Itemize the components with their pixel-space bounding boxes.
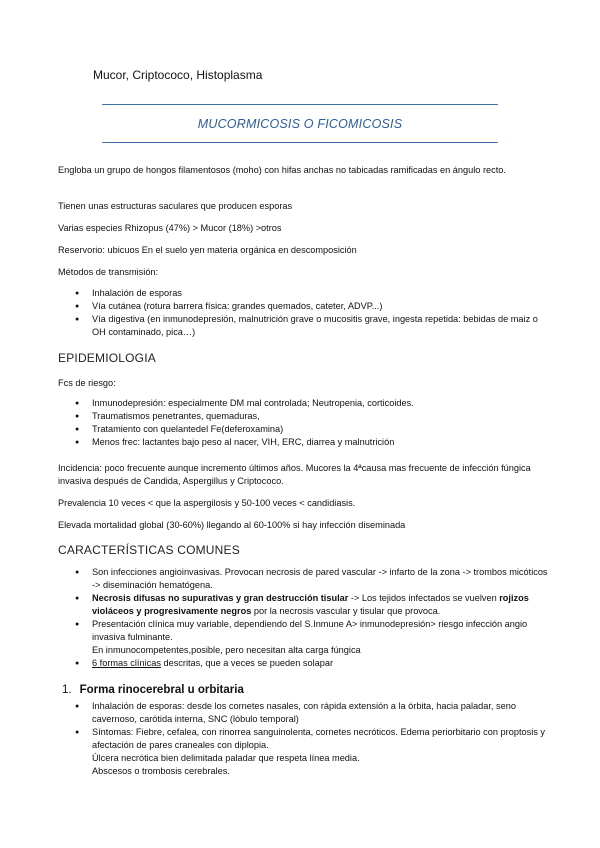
common-features-list bbox=[58, 566, 548, 670]
body-text: En inmunocompetentes,posible, pero necesitan alta carga fúngica bbox=[92, 645, 361, 655]
body-text: descritas, que a veces se pueden solapar bbox=[160, 658, 334, 668]
body-text: por la necrosis vascular y tisular que provoca. bbox=[251, 606, 441, 616]
title-rule-top bbox=[102, 104, 498, 105]
list-item: ● Menos frec: lactantes bajo peso al nacer, VIH, ERC, diarrea y malnutrición bbox=[58, 436, 548, 449]
list-item bbox=[58, 592, 548, 618]
list-item: ● Inhalación de esporas: desde los cornetes nasales, con rápida extensión a la órbita, hacia paladar, seno cavernoso, carótida interna, SNC (lóbulo temporal) bbox=[58, 700, 548, 726]
underlined-text: 6 formas clínicas bbox=[92, 658, 161, 668]
risk-factors-list bbox=[58, 397, 548, 449]
intro-paragraph-2: Tienen unas estructuras saculares que producen esporas bbox=[58, 201, 293, 211]
body-text: Presentación clínica muy variable, dependiendo del S.Inmune A> inmunodepresión> riesgo infección angio invasiva fulminante. bbox=[92, 619, 528, 642]
heading-number: 1. bbox=[62, 684, 72, 696]
body-text: Abscesos o trombosis cerebrales. bbox=[92, 766, 230, 776]
body-text: Síntomas: Fiebre, cefalea, con rinorrea sanguinolenta, cornetes necróticos. Edema periorbitario con proptosis y afectación de pares craneales con diplopia. bbox=[92, 727, 545, 750]
heading-text: Forma rinocerebral u orbitaria bbox=[79, 684, 244, 696]
intro-paragraph-3: Varias especies Rhizopus (47%) > Mucor (18%) >otros bbox=[58, 223, 282, 233]
mortality-paragraph: Elevada mortalidad global (30-60%) llegando al 60-100% si hay infección diseminada bbox=[58, 520, 406, 530]
section-title: MUCORMICOSIS O FICOMICOSIS bbox=[197, 117, 403, 131]
transmission-list bbox=[58, 287, 548, 339]
list-item: ● Tratamiento con quelantedel Fe(deferoxamina) bbox=[58, 423, 548, 436]
bold-text: Necrosis difusas no supurativas y gran destrucción tisular bbox=[92, 593, 349, 603]
list-item: ● Inmunodepresión: especialmente DM mal controlada; Neutropenia, corticoides. bbox=[58, 397, 548, 410]
prevalence-paragraph: Prevalencia 10 veces < que la aspergilosis y 50-100 veces < candidiasis. bbox=[58, 498, 356, 508]
list-item: ● Vía digestiva (en inmunodepresión, malnutrición grave o mucositis grave, ingesta repetida: bebidas de maiz o OH contaminado, pica…) bbox=[58, 313, 548, 339]
common-features-heading: CARACTERÍSTICAS COMUNES bbox=[58, 543, 240, 557]
intro-paragraph-4: Reservorio: ubicuos En el suelo yen materia orgánica en descomposición bbox=[58, 245, 357, 255]
body-text: Úlcera necrótica bien delimitada paladar que respeta línea media. bbox=[92, 753, 360, 763]
epidemiology-heading: EPIDEMIOLOGIA bbox=[58, 351, 156, 365]
incidence-paragraph: Incidencia: poco frecuente aunque incremento últimos años. Mucores la 4ªcausa mas frecuente de infección fúngica invasiva después de Candida, Aspergillus y Criptococo. bbox=[58, 463, 531, 486]
intro-paragraph-1: Engloba un grupo de hongos filamentosos (moho) con hifas anchas no tabicadas ramificadas en ángulo recto. bbox=[58, 165, 506, 175]
title-rule-bottom bbox=[102, 142, 498, 143]
document-header: Mucor, Criptococo, Histoplasma bbox=[93, 68, 263, 82]
form1-list bbox=[58, 700, 548, 778]
bold-text: rojizos violáceos y progresivamente negros bbox=[92, 593, 529, 616]
numbered-heading bbox=[62, 684, 244, 696]
risk-factors-label: Fcs de riesgo: bbox=[58, 378, 116, 388]
list-item: ● Inhalación de esporas bbox=[58, 287, 548, 300]
list-item bbox=[58, 657, 548, 670]
list-item bbox=[58, 726, 548, 778]
transmission-label: Métodos de transmisión: bbox=[58, 267, 159, 277]
list-item: ● Vía cutánea (rotura barrera física: grandes quemados, cateter, ADVP...) bbox=[58, 300, 548, 313]
list-item bbox=[58, 618, 548, 657]
list-item: ● Son infecciones angioinvasivas. Provocan necrosis de pared vascular -> infarto de la zona -> trombos micóticos -> diseminación hematógena. bbox=[58, 566, 548, 592]
list-item: ● Traumatismos penetrantes, quemaduras, bbox=[58, 410, 548, 423]
body-text: -> Los tejidos infectados se vuelven bbox=[348, 593, 500, 603]
